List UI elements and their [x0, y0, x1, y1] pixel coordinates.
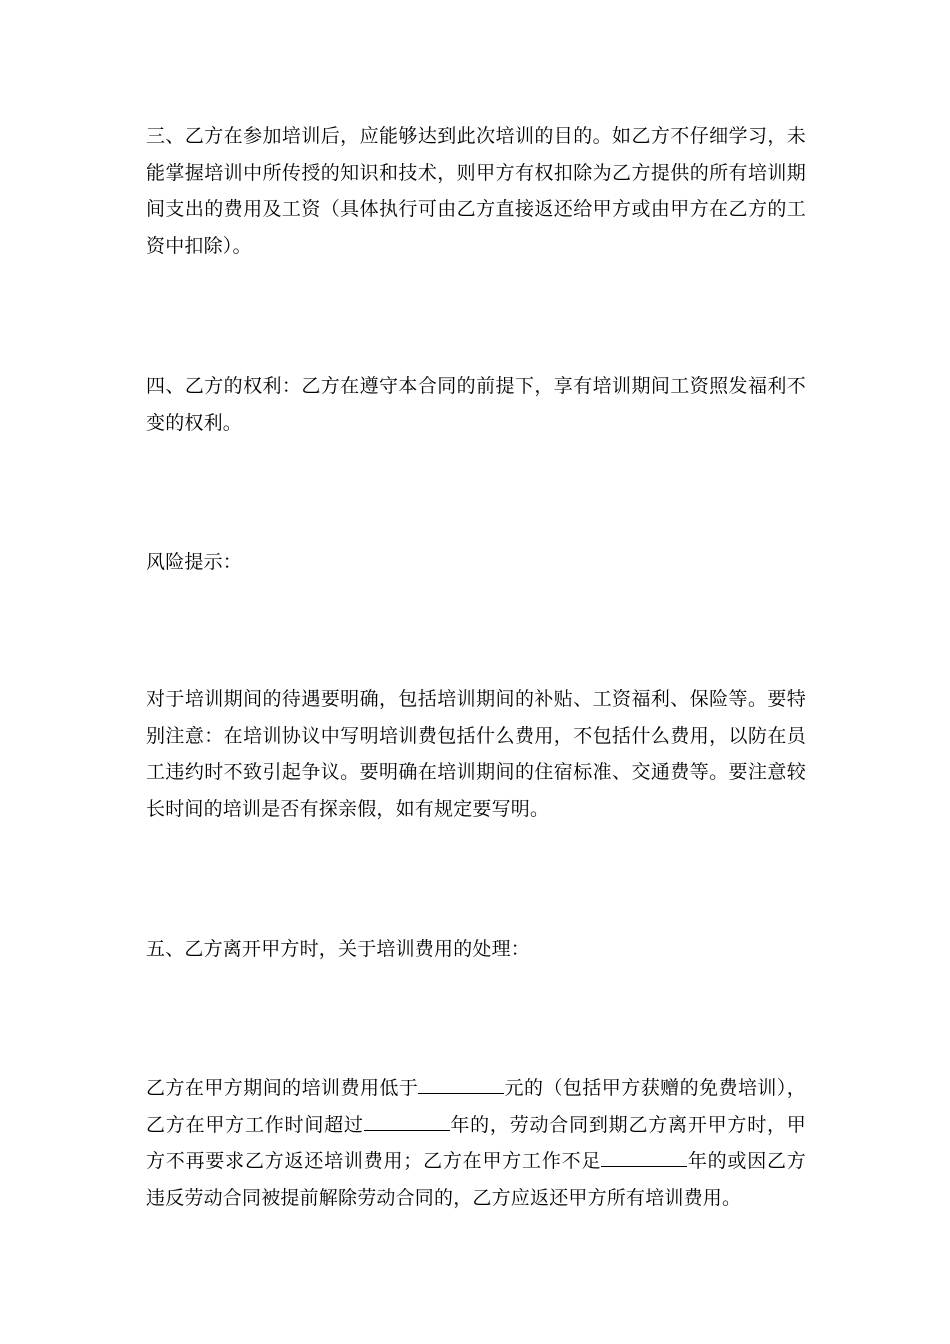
amount-blank — [418, 1075, 504, 1094]
years-blank-1 — [364, 1112, 450, 1131]
fee-clause-paragraph — [146, 1070, 806, 1216]
section-4-paragraph: 四、乙方的权利：乙方在遵守本合同的前提下，享有培训期间工资照发福利不变的权利。 — [146, 375, 806, 434]
clause-text-2: 元的（包括甲方获赠的免费培训），乙方在甲方工作时间超过 — [146, 1077, 806, 1136]
clause-text-1: 乙方在甲方期间的培训费用低于 — [146, 1077, 419, 1099]
years-blank-2 — [601, 1148, 687, 1167]
clause-text-4: 年的或因乙方违反劳动合同被提前解除劳动合同的，乙方应返还甲方所有培训费用。 — [146, 1150, 806, 1209]
clause-text-3: 年的，劳动合同到期乙方离开甲方时，甲方不再要求乙方返还培训费用；乙方在甲方工作不足 — [146, 1113, 807, 1172]
section-3-paragraph: 三、乙方在参加培训后，应能够达到此次培训的目的。如乙方不仔细学习，未能掌握培训中所传授的知识和技术，则甲方有权扣除为乙方提供的所有培训期间支出的费用及工资（具体执行可由乙方直接返还给甲方或由甲方在乙方的工资中扣除）。 — [146, 125, 806, 257]
risk-paragraph: 对于培训期间的待遇要明确，包括培训期间的补贴、工资福利、保险等。要特别注意：在培训协议中写明培训费包括什么费用，不包括什么费用，以防在员工违约时不致引起争议。要明确在培训期间的住宿标准、交通费等。要注意较长时间的培训是否有探亲假，如有规定要写明。 — [146, 688, 806, 820]
section-5-heading: 五、乙方离开甲方时，关于培训费用的处理： — [146, 938, 531, 960]
risk-heading: 风险提示： — [146, 551, 243, 573]
